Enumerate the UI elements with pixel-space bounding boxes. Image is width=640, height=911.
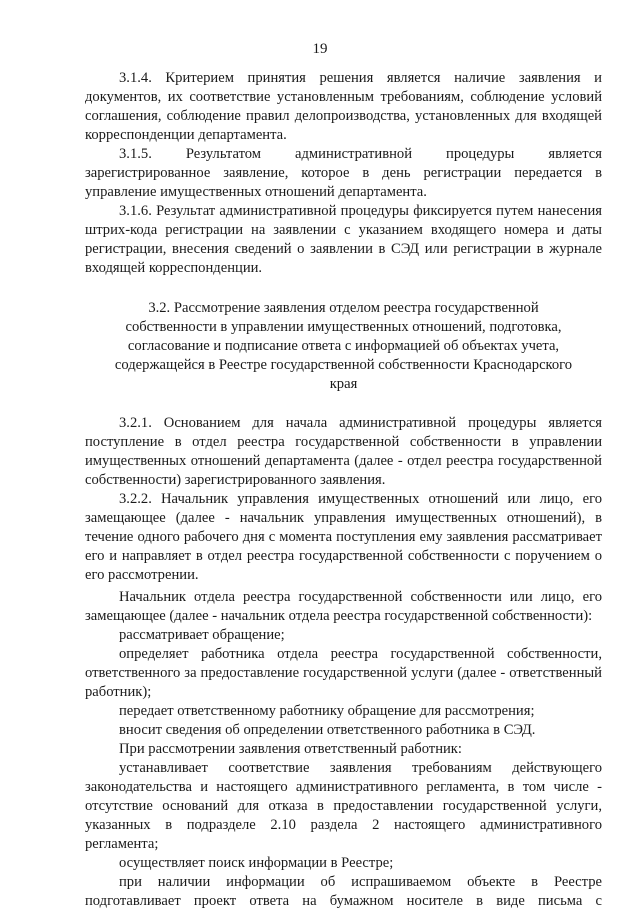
section-heading-3-2: 3.2. Рассмотрение заявления отделом реестра государственной собственности в управлении имущественных отношений, подготовка, согласование и подписание ответа с информацией об объектах учета, содержащейся в Реестре государственной собственности Краснодарского края (114, 300, 573, 392)
page-number: 19 (312, 41, 328, 57)
paragraph-responsible-employee: При рассмотрении заявления ответственный работник: (119, 741, 462, 757)
paragraph-3-2-1: 3.2.1. Основанием для начала административной процедуры является поступление в отдел реестра государственной собственности в управлении имущественных отношений департамента (далее - отдел реестра государственной собственности) зарегистрированного заявления. (85, 415, 602, 488)
list-item-assigns-employee: определяет работника отдела реестра государственной собственности, ответственного за предоставление государственной услуги (далее - ответственный работник); (85, 646, 602, 700)
list-item-records-in-sed: вносит сведения об определении ответственного работника в СЭД. (119, 722, 536, 738)
paragraph-3-1-6: 3.1.6. Результат административной процедуры фиксируется путем нанесения штрих-кода регистрации на заявлении с указанием входящего номера и даты регистрации, внесения сведений о заявлении в СЭД или регистрации в журнале входящей корреспонденции. (85, 203, 602, 276)
paragraph-3-1-5: 3.1.5. Результатом административной процедуры является зарегистрированное заявление, которое в день регистрации передается в управление имущественных отношений департамента. (85, 146, 602, 200)
list-item-searches-registry: осуществляет поиск информации в Реестре; (119, 855, 394, 871)
paragraph-3-2-2: 3.2.2. Начальник управления имущественных отношений или лицо, его замещающее (далее - начальник управления имущественных отношений), в течение одного рабочего дня с момента поступления ему заявления рассматривает его и направляет в отдел реестра государственной собственности с поручением о его рассмотрении. (85, 491, 602, 583)
paragraph-department-head: Начальник отдела реестра государственной собственности или лицо, его замещающее (далее - начальник отдела реестра государственной собственности): (85, 589, 602, 624)
list-item-hands-over-request: передает ответственному работнику обращение для рассмотрения; (119, 703, 535, 719)
list-item-checks-compliance: устанавливает соответствие заявления требованиям действующего законодательства и настоящего административного регламента, в том числе - отсутствие оснований для отказа в предоставлении государственной услуги, указанных в подразделе 2.10 раздела 2 настоящего административного регламента; (85, 760, 602, 852)
list-item-prepares-answer: при наличии информации об испрашиваемом объекте в Реестре подготавливает проект ответа на бумажном носителе в виде письма с (85, 874, 602, 909)
document-body (85, 69, 602, 911)
list-item-reviews-request: рассматривает обращение; (119, 627, 285, 643)
paragraph-3-1-4: 3.1.4. Критерием принятия решения является наличие заявления и документов, их соответствие установленным требованиям, соблюдение условий соглашения, соблюдение правил делопроизводства, установленных для входящей корреспонденции департамента. (85, 70, 602, 143)
